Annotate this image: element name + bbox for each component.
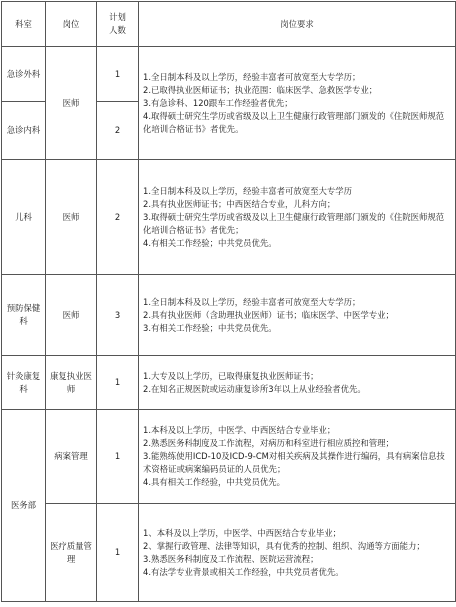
requirement-item: 2.具有执业医师证书；中西医结合专业，儿科方向； [143, 198, 336, 209]
header-count [97, 2, 139, 47]
requirement-item: 4.有相关工作经验；中共党员优先。 [143, 237, 277, 248]
count-cell: 1 [97, 47, 139, 102]
dept-cell: 针灸康复科 [2, 356, 46, 410]
requirement-item: 4.有法学专业背景或相关工作经验，中共党员者优先。 [143, 566, 344, 577]
requirement-item: 1.全日制本科及以上学历，经验丰富者可放宽至大专学历 [143, 185, 352, 196]
requirement-item: 1.全日制本科及以上学历，经验丰富者可放宽至大专学历； [143, 296, 361, 307]
requirement-item: 1、本科及以上学历，中医学、中西医结合专业毕业； [143, 527, 341, 538]
header-row [2, 2, 456, 47]
table-row [2, 356, 456, 410]
count-cell: 3 [97, 275, 139, 356]
requirements-cell [139, 160, 456, 275]
requirement-item: 2.在知名正规医院或运动康复诊所3年以上从业经验者优先。 [143, 383, 366, 394]
header-count-line2: 人数 [109, 25, 126, 35]
requirement-item: 3.取得硕士研究生学历或省级及以上卫生健康行政管理部门颁发的《住院医师规范化培训合格证书》者优先； [143, 211, 445, 235]
count-cell: 2 [97, 102, 139, 160]
requirements-cell [139, 275, 456, 356]
count-cell: 1 [97, 356, 139, 410]
table-row [2, 504, 456, 602]
requirement-item: 2、掌握行政管理、法律等知识，具有优秀的控制、组织、沟通等方面能力； [143, 540, 425, 551]
requirement-item: 1.本科及以上学历，中医学、中西医结合专业毕业； [143, 425, 336, 435]
header-dept: 科室 [2, 2, 46, 47]
requirement-item: 2.具有执业医师（含助理执业医师）证书；临床医学、中医学专业； [143, 309, 394, 320]
dept-cell: 医务部 [2, 410, 46, 602]
requirement-item: 3.有相关工作经验；中共党员优先。 [143, 322, 277, 333]
dept-cell: 急诊外科 [2, 47, 46, 102]
requirements-cell [139, 504, 456, 602]
position-cell: 医疗质量管理 [46, 504, 97, 602]
position-cell: 医师 [46, 160, 97, 275]
position-cell: 医师 [46, 47, 97, 160]
requirement-item: 3.能熟练使用ICD-10及ICD-9-CM对相关疾病及其操作进行编码，具有病案信息技术资格证或病案编码员证的人员优先； [143, 451, 445, 474]
table-row [2, 410, 456, 504]
requirement-item: 1.全日制本科及以上学历，经验丰富者可放宽至大专学历； [143, 71, 361, 82]
requirements-cell [139, 410, 456, 504]
count-cell: 1 [97, 504, 139, 602]
recruitment-table [1, 1, 456, 602]
requirement-item: 4.具有相关工作经验，中共党员优先。 [143, 477, 285, 487]
dept-cell: 急诊内科 [2, 102, 46, 160]
dept-cell: 预防保健科 [2, 275, 46, 356]
dept-cell: 儿科 [2, 160, 46, 275]
position-cell: 康复执业医师 [46, 356, 97, 410]
header-count-line1: 计划 [109, 12, 126, 22]
table-row [2, 47, 456, 102]
requirement-item: 3.熟悉医务科制度及工作流程、医院运营流程； [143, 553, 319, 564]
header-requirements: 岗位要求 [139, 2, 456, 47]
requirement-item: 4.取得硕士研究生学历或省级及以上卫生健康行政管理部门颁发的《住院医师规范化培训合格证书》者优先。 [143, 110, 445, 134]
header-position: 岗位 [46, 2, 97, 47]
count-cell: 1 [97, 410, 139, 504]
count-cell: 2 [97, 160, 139, 275]
table-row [2, 275, 456, 356]
table-row [2, 160, 456, 275]
requirements-cell [139, 356, 456, 410]
requirement-item: 2.熟悉医务科制度及工作流程，对病历和科室进行相应质控和管理； [143, 438, 394, 448]
requirement-item: 2.已取得执业医师证书；执业范围：临床医学、急救医学专业； [143, 84, 378, 95]
requirements-cell [139, 47, 456, 160]
requirement-item: 1.大专及以上学历，已取得康复执业医师证书； [143, 370, 319, 381]
position-cell: 医师 [46, 275, 97, 356]
position-cell: 病案管理 [46, 410, 97, 504]
requirement-item: 3.有急诊科、120跟车工作经验者优先； [143, 97, 293, 108]
